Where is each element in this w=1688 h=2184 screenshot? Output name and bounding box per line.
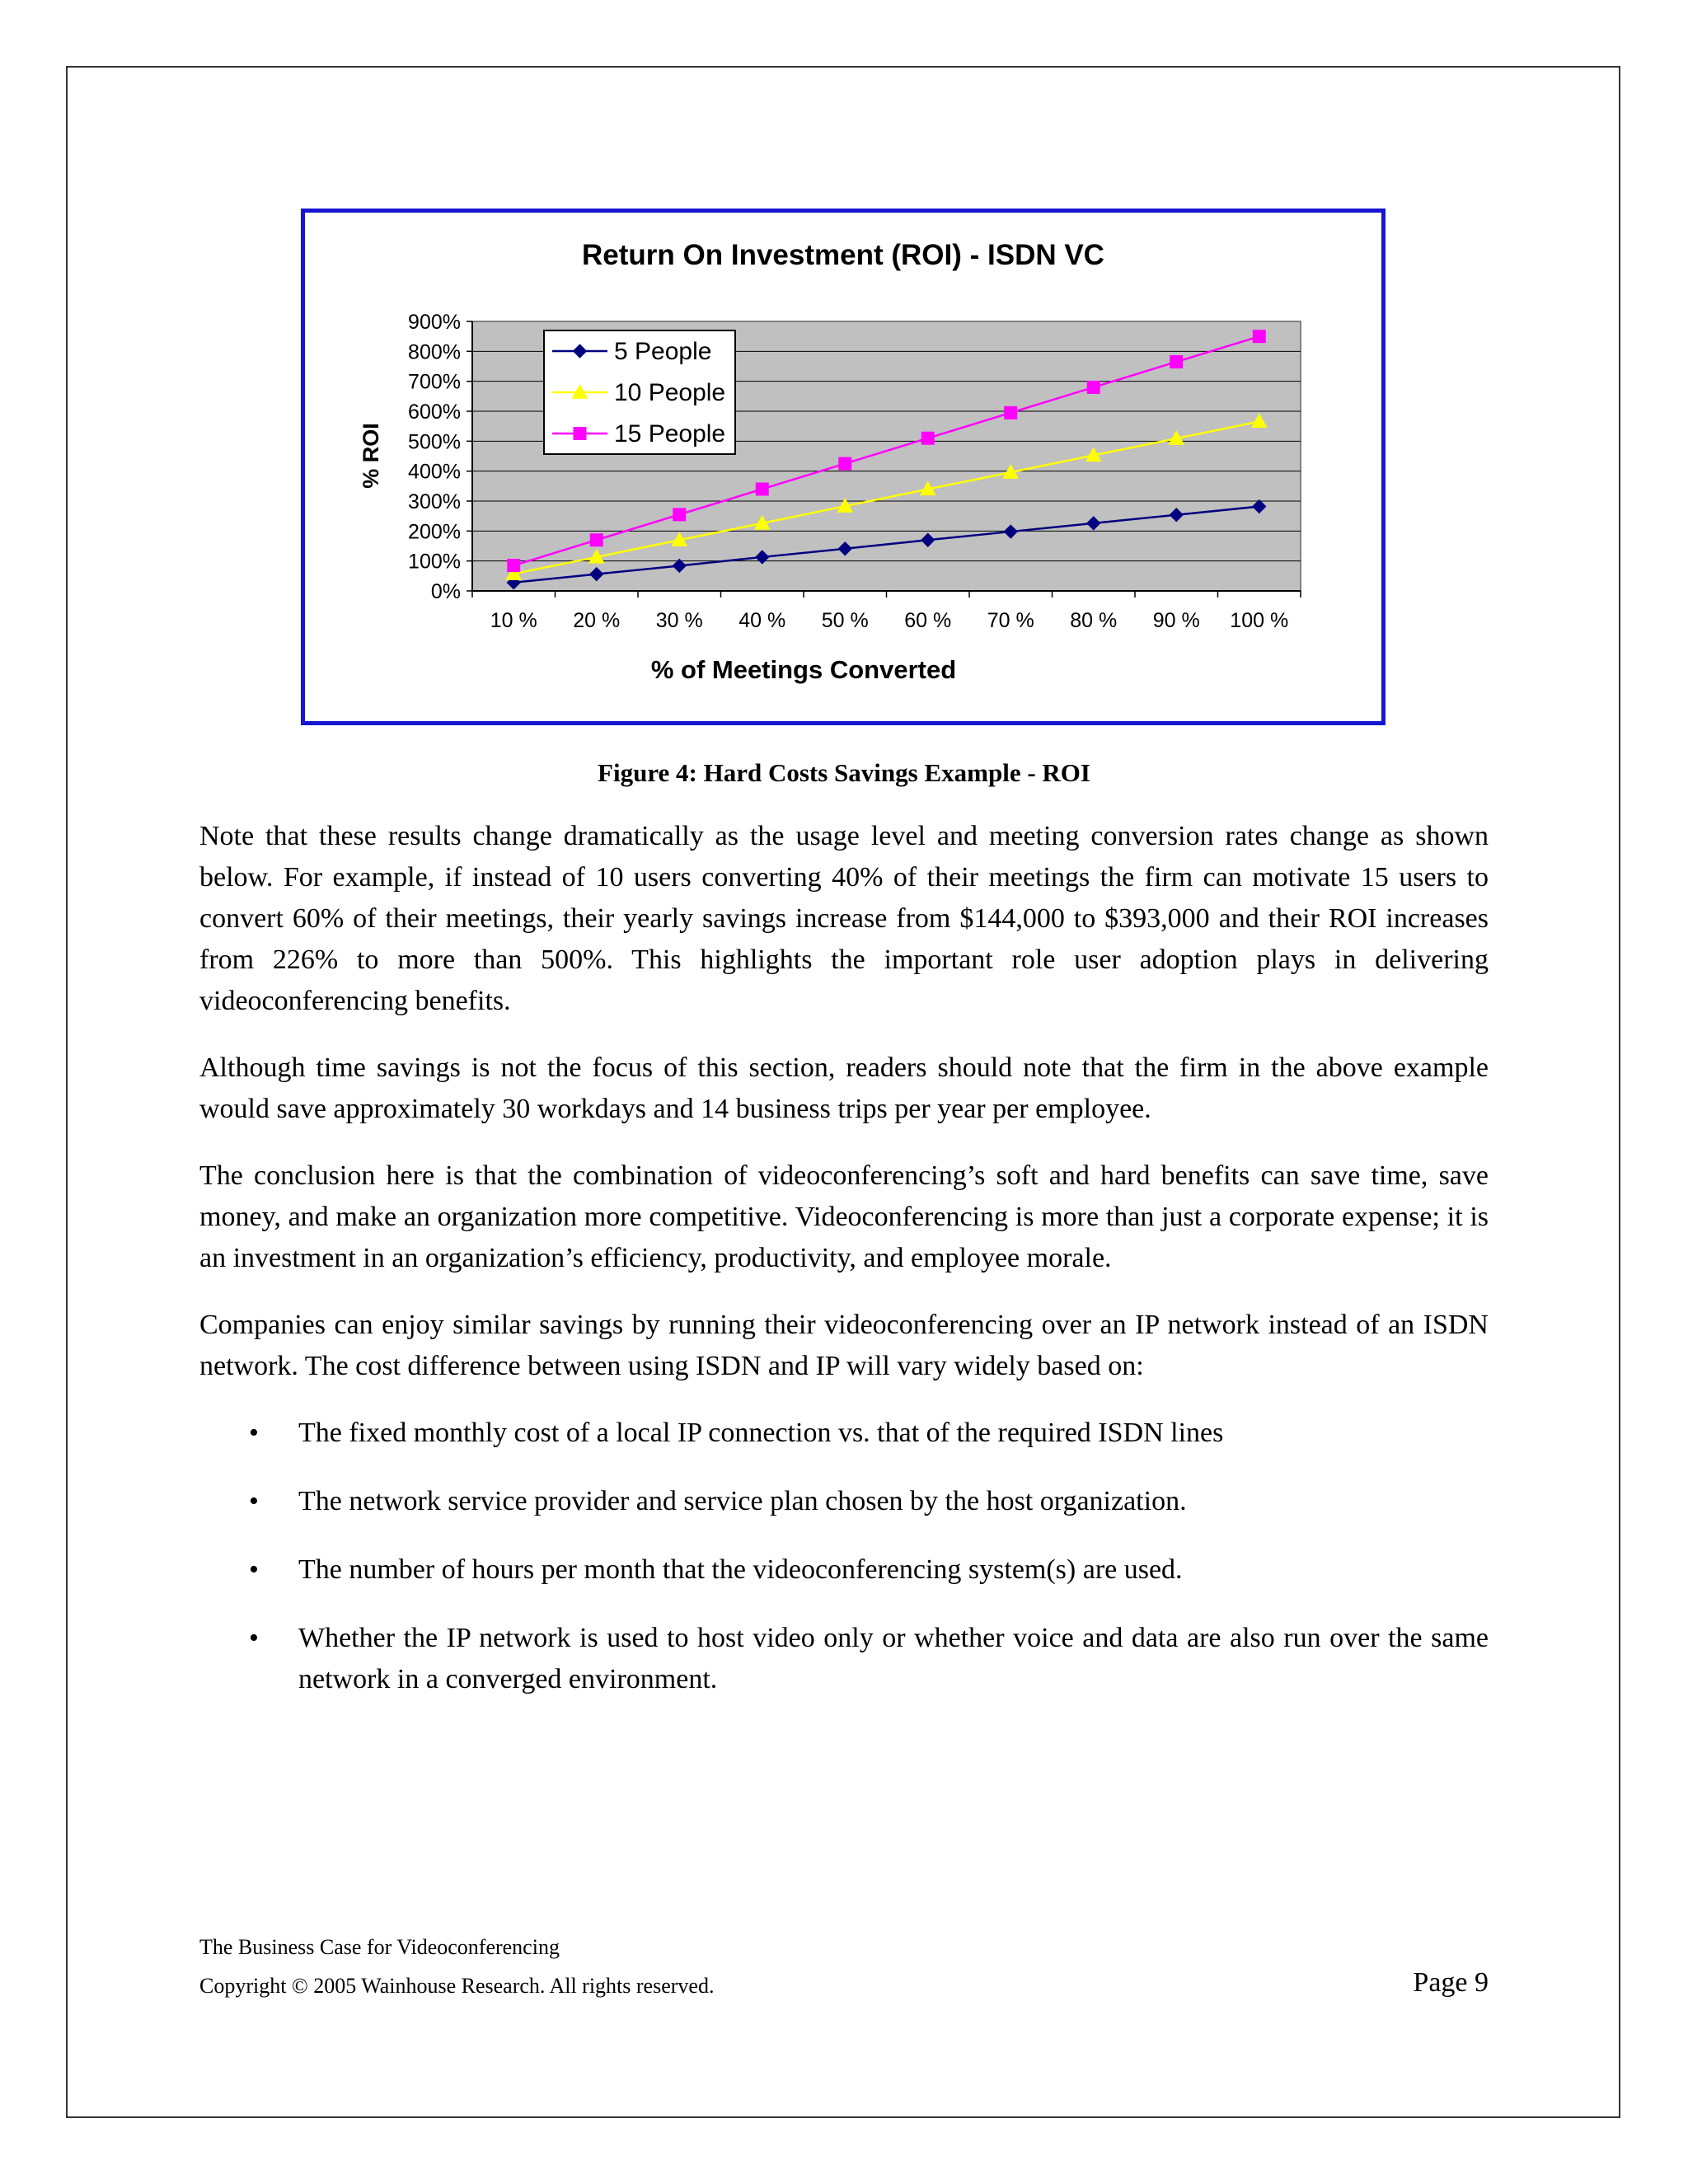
- list-item: [199, 1618, 1489, 1700]
- figure-caption: Figure 4: Hard Costs Savings Example - ROI: [598, 758, 1090, 787]
- roi-chart-svg: [305, 213, 1381, 721]
- legend: [544, 330, 735, 454]
- data-point: [673, 509, 686, 521]
- data-point: [921, 432, 934, 444]
- list-item: [199, 1413, 1489, 1454]
- y-axis-label: % ROI: [359, 423, 383, 489]
- x-tick-label: 80 %: [1070, 609, 1118, 632]
- x-axis-label: % of Meetings Converted: [650, 655, 957, 684]
- paragraph-conclusion: The conclusion here is that the combination of videoconferencing’s soft and hard benefits can save time, save money, and make an organization more competitive. Videoconferencing is more than just a corporate expense; it is an investment in an organization’s efficiency, productivity, and employee morale.: [199, 1160, 1489, 1273]
- y-tick-label: 500%: [408, 430, 461, 454]
- cost-factor-list: [199, 1413, 1489, 1700]
- paragraph-usage-levels: Note that these results change dramatically as the usage level and meeting conversion rates change as shown below. For example, if instead of 10 users converting 40% of their meetings the firm can motivate 15 users to convert 60% of their meetings, their yearly savings increase from $144,000 to $393,000 and their ROI increases from 226% to more than 500%. This highlights the important role user adoption plays in delivering videoconferencing benefits.: [199, 821, 1489, 1016]
- y-tick-label: 800%: [408, 340, 461, 364]
- bullet-icon: •: [249, 1418, 259, 1448]
- paragraph-ip-network: Companies can enjoy similar savings by running their videoconferencing over an IP network instead of an ISDN network. The cost difference between using ISDN and IP will vary widely based on:: [199, 1310, 1489, 1381]
- y-tick-label: 0%: [430, 580, 461, 603]
- x-tick-label: 90 %: [1152, 609, 1200, 632]
- x-tick-label: 50 %: [821, 609, 869, 632]
- data-point: [756, 483, 768, 495]
- page-number: Page 9: [1413, 1967, 1489, 1998]
- y-tick-label: 900%: [408, 311, 461, 334]
- data-point: [1253, 330, 1265, 343]
- bullet-icon: •: [249, 1623, 259, 1653]
- y-tick-label: 400%: [408, 460, 461, 484]
- footer-copyright: Copyright © 2005 Wainhouse Research. All rights reserved.: [199, 1974, 715, 1998]
- data-point: [1087, 381, 1100, 393]
- data-point: [1005, 406, 1017, 419]
- x-tick-label: 40 %: [738, 609, 786, 632]
- legend-marker: [574, 428, 586, 440]
- bullet-icon: •: [249, 1486, 259, 1516]
- x-tick-label: 30 %: [655, 609, 703, 632]
- list-item-text: The number of hours per month that the videoconferencing system(s) are used.: [298, 1554, 1183, 1585]
- bullet-icon: •: [249, 1554, 259, 1585]
- y-tick-label: 200%: [408, 520, 461, 544]
- legend-label: 5 People: [614, 338, 712, 365]
- x-tick-label: 20 %: [573, 609, 621, 632]
- data-point: [1170, 356, 1183, 368]
- y-tick-label: 600%: [408, 401, 461, 424]
- data-point: [590, 534, 603, 546]
- y-tick-label: 700%: [408, 370, 461, 394]
- list-item-text: The fixed monthly cost of a local IP connection vs. that of the required ISDN lines: [298, 1418, 1224, 1448]
- x-tick-label: 70 %: [987, 609, 1034, 632]
- list-item-text: Whether the IP network is used to host video only or whether voice and data are also run over the same network in a converged environment.: [298, 1623, 1489, 1694]
- list-item: [199, 1549, 1489, 1591]
- y-tick-label: 300%: [408, 490, 461, 513]
- footer-document-title: The Business Case for Videoconferencing: [199, 1935, 560, 1959]
- x-tick-label: 60 %: [904, 609, 952, 632]
- body-text: [199, 816, 1489, 1727]
- legend-label: 10 People: [614, 379, 726, 406]
- x-tick-label: 10 %: [490, 609, 537, 632]
- x-tick-label: 100 %: [1230, 609, 1289, 632]
- legend-label: 15 People: [614, 420, 726, 448]
- paragraph-time-savings: Although time savings is not the focus of this section, readers should note that the firm in the above example would save approximately 30 workdays and 14 business trips per year per employee.: [199, 1052, 1489, 1124]
- roi-chart: [301, 209, 1386, 725]
- list-item-text: The network service provider and service plan chosen by the host organization.: [298, 1486, 1187, 1516]
- y-tick-label: 100%: [408, 550, 461, 574]
- data-point: [839, 457, 851, 470]
- data-point: [508, 560, 520, 572]
- list-item: [199, 1481, 1489, 1522]
- chart-title: Return On Investment (ROI) - ISDN VC: [582, 239, 1104, 271]
